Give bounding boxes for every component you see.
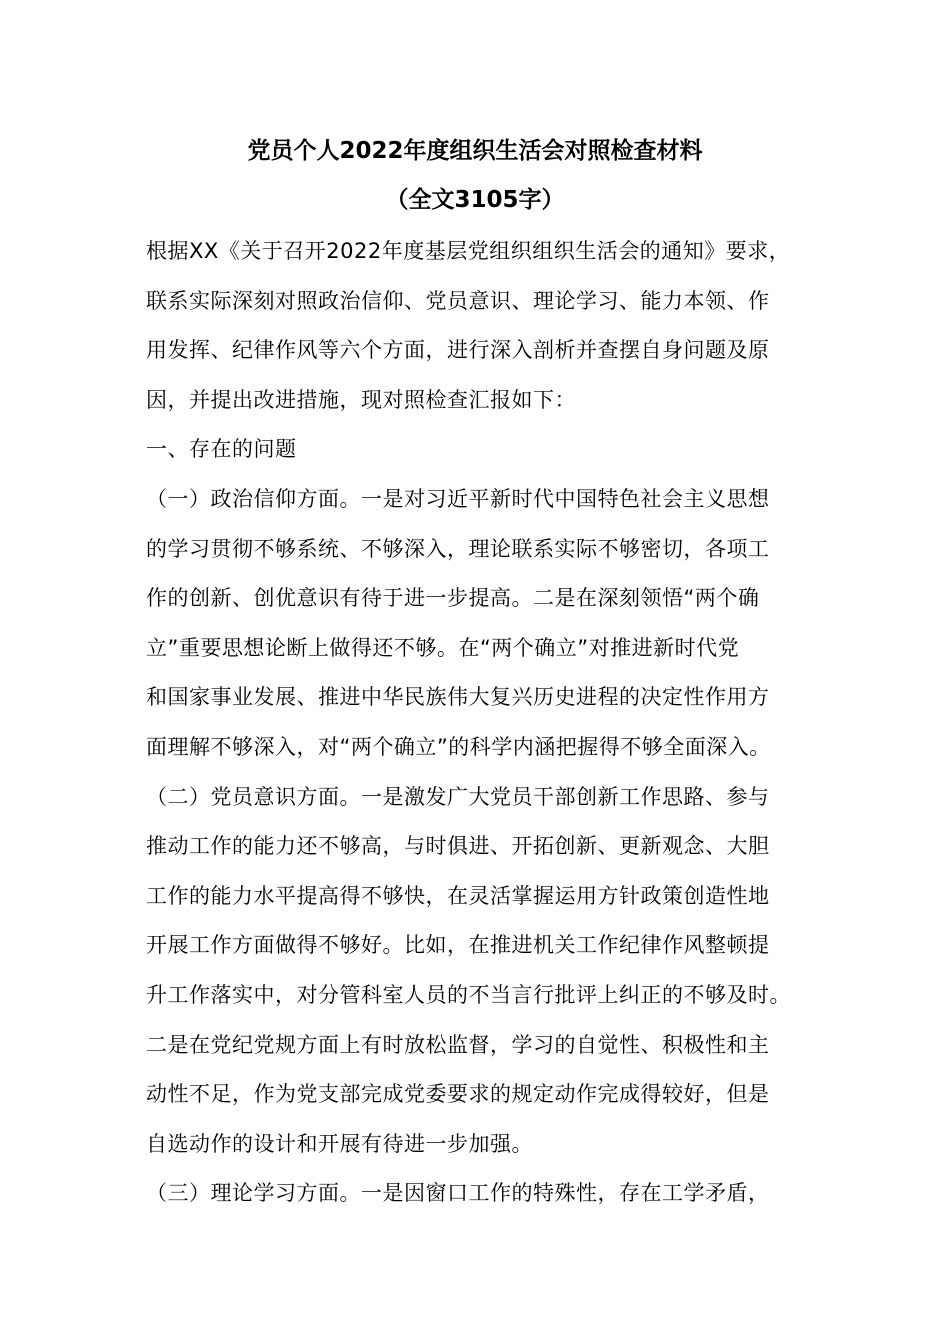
text-line: 作的创新、创优意识有待于进一步提高。二是在深刻领悟“两个确 <box>146 586 760 611</box>
text-line: 自选动作的设计和开展有待进一步加强。 <box>146 1131 533 1156</box>
text-line: 根据XX《关于召开2022年度基层党组织组织生活会的通知》要求， <box>146 239 791 263</box>
text-line: 推动工作的能力还不够高，与时俱进、开拓创新、更新观念、大胆 <box>146 834 770 859</box>
document-title: 党员个人2022年度组织生活会对照检查材料 <box>247 138 703 164</box>
text-line: 面理解不够深入，对“两个确立”的科学内涵把握得不够全面深入。 <box>146 734 771 759</box>
text-line: 二是在党纪党规方面上有时放松监督，学习的自觉性、积极性和主 <box>146 1032 770 1057</box>
text-line: （一）政治信仰方面。一是对习近平新时代中国特色社会主义思想 <box>146 486 770 511</box>
text-line: 工作的能力水平提高得不够快，在灵活掌握运用方针政策创造性地 <box>146 883 770 908</box>
text-line: 开展工作方面做得不够好。比如，在推进机关工作纪律作风整顿提 <box>146 933 770 958</box>
text-line: 联系实际深刻对照政治信仰、党员意识、理论学习、能力本领、作 <box>146 288 770 313</box>
text-line: 升工作落实中，对分管科室人员的不当言行批评上纠正的不够及时。 <box>146 982 791 1007</box>
text-line: 立”重要思想论断上做得还不够。在“两个确立”对推进新时代党 <box>146 635 740 660</box>
section-heading: 一、存在的问题 <box>146 437 297 462</box>
text-line: 和国家事业发展、推进中华民族伟大复兴历史进程的决定性作用方 <box>146 685 770 710</box>
text-line: 的学习贯彻不够系统、不够深入，理论联系实际不够密切，各项工 <box>146 536 770 561</box>
text-line: 用发挥、纪律作风等六个方面，进行深入剖析并查摆自身问题及原 <box>146 338 770 363</box>
text-line: （三）理论学习方面。一是因窗口工作的特殊性，存在工学矛盾， <box>146 1181 770 1206</box>
text-line: （二）党员意识方面。一是激发广大党员干部创新工作思路、参与 <box>146 784 770 809</box>
text-line: 因，并提出改进措施，现对照检查汇报如下： <box>146 387 576 412</box>
text-line: 动性不足，作为党支部完成党委要求的规定动作完成得较好，但是 <box>146 1082 770 1107</box>
document-body <box>146 232 836 1224</box>
document-subtitle: （全文3105字） <box>385 187 565 213</box>
